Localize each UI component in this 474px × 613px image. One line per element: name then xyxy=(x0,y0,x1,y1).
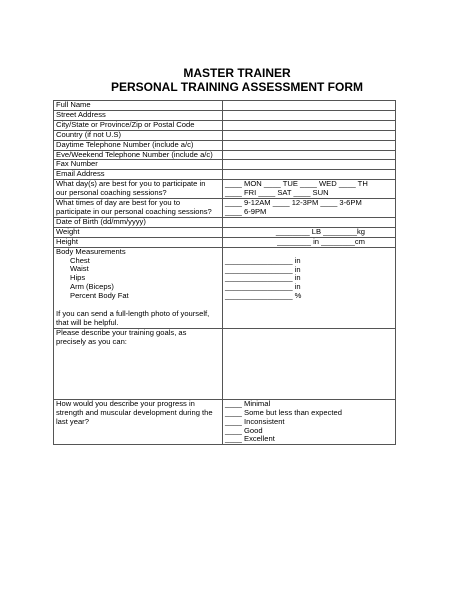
times-options[interactable] xyxy=(223,199,396,218)
dob-label: Date of Birth (dd/mm/yyyy) xyxy=(54,217,223,227)
fax-field[interactable] xyxy=(223,160,396,170)
measure-waist-field[interactable]: ________________ in xyxy=(225,264,301,274)
measurement-fields xyxy=(223,247,396,328)
eve-phone-label: Eve/Weekend Telephone Number (include a/c) xyxy=(54,150,223,160)
form-subtitle: PERSONAL TRAINING ASSESSMENT FORM xyxy=(110,80,364,94)
goals-question xyxy=(54,328,223,399)
street-address-field[interactable] xyxy=(223,110,396,120)
row-street-address xyxy=(54,110,396,120)
progress-question-line: last year? xyxy=(56,416,89,426)
dob-field[interactable] xyxy=(223,217,396,227)
measure-waist-label: Waist xyxy=(70,264,89,274)
times-question-line: participate in our personal coaching sessions? xyxy=(56,206,212,216)
daytime-phone-label: Daytime Telephone Number (include a/c) xyxy=(54,140,223,150)
height-field[interactable]: ________ in ________cm xyxy=(223,237,396,247)
days-question-line: our personal coaching sessions? xyxy=(56,188,167,198)
measure-bodyfat-label: Percent Body Fat xyxy=(70,291,129,301)
full-name-field[interactable] xyxy=(223,101,396,111)
row-full-name xyxy=(54,101,396,111)
daytime-phone-field[interactable] xyxy=(223,140,396,150)
email-field[interactable] xyxy=(223,170,396,180)
row-height xyxy=(54,237,396,247)
goals-question-line: Please describe your training goals, as xyxy=(56,328,187,337)
measure-arm-label: Arm (Biceps) xyxy=(70,282,114,292)
photo-note-line: that will be helpful. xyxy=(56,317,119,327)
progress-option-excellent[interactable]: ____ Excellent xyxy=(225,434,275,444)
times-option-line[interactable]: ____ 9-12AM ____ 12-3PM ____ 3-6PM xyxy=(225,198,362,208)
country-label: Country (if not U.S) xyxy=(54,130,223,140)
measure-hips-label: Hips xyxy=(70,273,86,283)
times-option-line[interactable]: ____ 6-9PM xyxy=(225,206,267,216)
progress-question-line: strength and muscular development during the xyxy=(56,407,213,417)
days-question xyxy=(54,180,223,199)
measure-bodyfat-field[interactable]: ________________ % xyxy=(225,291,302,301)
progress-question xyxy=(54,399,223,445)
weight-field[interactable]: ________ LB ________kg xyxy=(223,227,396,237)
row-city-state xyxy=(54,120,396,130)
row-dob xyxy=(54,217,396,227)
fax-label: Fax Number xyxy=(54,160,223,170)
days-question-line: What day(s) are best for you to participate in xyxy=(56,179,206,189)
goals-question-line: precisely as you can: xyxy=(56,336,127,346)
row-email xyxy=(54,170,396,180)
height-label: Height xyxy=(54,237,223,247)
row-training-goals xyxy=(54,328,396,399)
body-measurements-heading: Body Measurements xyxy=(56,247,126,256)
row-daytime-phone xyxy=(54,140,396,150)
row-weight xyxy=(54,227,396,237)
days-options[interactable] xyxy=(223,180,396,199)
eve-phone-field[interactable] xyxy=(223,150,396,160)
row-times xyxy=(54,199,396,218)
row-country xyxy=(54,130,396,140)
weight-label: Weight xyxy=(54,227,223,237)
progress-option-some[interactable]: ____ Some but less than expected xyxy=(225,407,342,417)
times-question xyxy=(54,199,223,218)
row-body-measurements xyxy=(54,247,396,328)
city-state-label: City/State or Province/Zip or Postal Code xyxy=(54,120,223,130)
row-progress xyxy=(54,399,396,445)
body-measurements-cell xyxy=(54,247,223,328)
progress-option-good[interactable]: ____ Good xyxy=(225,425,263,435)
times-question-line: What times of day are best for you to xyxy=(56,198,181,208)
progress-option-minimal[interactable]: ____ Minimal xyxy=(225,399,271,408)
assessment-form-table xyxy=(53,100,396,445)
measure-arm-field[interactable]: ________________ in xyxy=(225,282,301,292)
progress-options xyxy=(223,399,396,445)
days-option-line[interactable]: ____ MON ____ TUE ____ WED ____ TH xyxy=(225,179,368,189)
days-option-line[interactable]: ____ FRI ____ SAT ____ SUN xyxy=(225,188,329,198)
goals-answer-field[interactable] xyxy=(223,328,396,399)
form-title: MASTER TRAINER xyxy=(183,66,291,80)
measure-hips-field[interactable]: ________________ in xyxy=(225,273,301,283)
measure-chest-field[interactable]: ________________ in xyxy=(225,255,301,265)
measure-chest-label: Chest xyxy=(70,255,90,265)
email-label: Email Address xyxy=(54,170,223,180)
progress-option-inconsistent[interactable]: ____ Inconsistent xyxy=(225,416,285,426)
progress-question-line: How would you describe your progress in xyxy=(56,399,195,408)
country-field[interactable] xyxy=(223,130,396,140)
row-fax xyxy=(54,160,396,170)
city-state-field[interactable] xyxy=(223,120,396,130)
photo-note-line: If you can send a full-length photo of yourself, xyxy=(56,309,210,319)
street-address-label: Street Address xyxy=(54,110,223,120)
row-days xyxy=(54,180,396,199)
full-name-label: Full Name xyxy=(54,101,223,111)
row-eve-phone xyxy=(54,150,396,160)
